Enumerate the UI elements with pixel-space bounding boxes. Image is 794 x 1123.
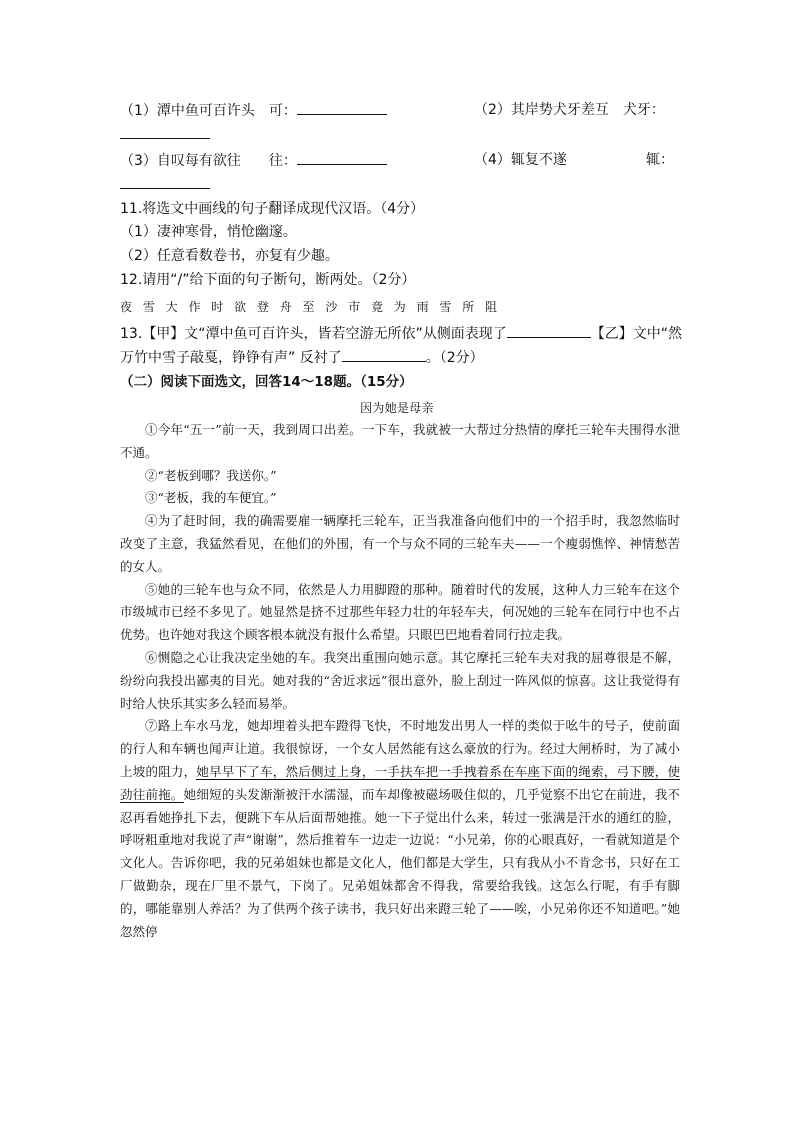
article-paragraph-7: [120, 715, 680, 943]
underlined-sentence: 她早早下了车，然后侧过上身，一手扶车把一手拽着系在车座下面的绳索，弓下腰，使劲往前拖。: [120, 763, 680, 802]
section-2-heading: （二）阅读下面选文，回答14～18题。（15分）: [120, 374, 413, 390]
question-12-sentence: 夜 雪 大 作 时 欲 登 舟 至 沙 市 竟 为 雨 雪 所 阻: [120, 300, 501, 314]
vocab-item-1-text: （1）潭中鱼可百许头 可：: [120, 103, 297, 119]
question-13-part-2: 【乙】文中“然: [590, 326, 683, 342]
vocab-item-2-blank-line: [120, 124, 210, 145]
answer-blank[interactable]: [342, 347, 426, 362]
question-11-title: 11.将选文中画线的句子翻译成现代汉语。（4分）: [120, 201, 425, 217]
vocab-item-3-text: （3）自叹每有欲往 往：: [120, 153, 297, 169]
vocab-item-4-word-text: 辄：: [646, 152, 674, 168]
answer-blank[interactable]: [297, 100, 387, 115]
article-paragraph-2: ②“老板到哪？我送你。”: [145, 467, 277, 483]
vocab-item-3: [120, 150, 387, 171]
answer-blank[interactable]: [507, 323, 591, 338]
vocab-item-2: [474, 100, 665, 120]
question-11-sentence-2: （2）任意看数卷书，亦复有少趣。: [120, 248, 339, 264]
vocab-item-4-text: （4）辄复不遂: [474, 152, 567, 168]
question-13-line-2: [120, 347, 484, 368]
article-paragraph-7-start: ⑦路上车水马龙，她却埋着头把车蹬得飞快，不时地发出男人一样的类似于吆牛的号子，使前面的行人和车辆也闻声让道。我很惊讶，一个女人居然能有这么豪放的行为。经过大闸桥时，为了减小上坡的阻力，: [120, 718, 680, 779]
answer-blank[interactable]: [120, 174, 210, 189]
article-paragraph-3: ③“老板，我的车便宜。”: [145, 490, 277, 506]
question-13-part-1: 13.【甲】文“潭中鱼可百许头，皆若空游无所依”从侧面表现了: [120, 326, 507, 342]
question-13-part-3: 万竹中雪子敲戛，铮铮有声” 反衬了: [120, 350, 342, 366]
article-title: 因为她是母亲: [360, 401, 434, 415]
vocab-item-4: [474, 150, 567, 170]
question-13-part-4: 。（2分）: [425, 350, 484, 366]
article-paragraph-4: ④为了赶时间，我的确需要雇一辆摩托三轮车，正当我准备向他们中的一个招手时，我忽然临时改变了主意，我猛然看见，在他们的外围，有一个与众不同的三轮车夫——一个瘦弱憔悴、神情愁苦的女人。: [120, 513, 680, 574]
vocab-item-4-word: [646, 150, 674, 170]
article-paragraph-7-rest: 她细短的头发渐渐被汗水濡湿，而车却像被磁场吸住似的，几乎觉察不出它在前进，我不忍再看她挣扎下去，便跳下车从后面帮她推。她一下子觉出什么来，转过一张满是汗水的通红的脸，呼呀粗重地对我说了声“谢谢”，然后推着车一边走一边说：“小兄弟，你的心眼真好，一看就知道是个文化人。告诉你吧，我的兄弟姐妹也都是文化人，他们都是大学生，只有我从小不肯念书，只好在工厂做勤杂，现在厂里不景气，下岗了。兄弟姐妹都舍不得我，常要给我钱。这怎么行呢，有手有脚的，哪能靠别人养活？为了供两个孩子读书，我只好出来蹬三轮了——唉，小兄弟你还不知道吧。”她忽然停: [120, 786, 680, 939]
answer-blank[interactable]: [297, 150, 387, 165]
article-paragraph-1: ①今年“五一”前一天，我到周口出差。一下车，我就被一大帮过分热情的摩托三轮车夫围得水泄不通。: [120, 422, 680, 460]
question-11-sentence-1: （1）凄神寒骨，悄怆幽邃。: [120, 224, 297, 240]
question-13-line-1: [120, 323, 682, 344]
question-12-title: 12.请用“/”给下面的句子断句，断两处。（2分）: [120, 272, 416, 288]
vocab-item-4-blank-line: [120, 174, 210, 195]
article-paragraph-6: ⑥恻隐之心让我决定坐她的车。我突出重围向她示意。其它摩托三轮车夫对我的屈尊很是不解，纷纷向我投出鄙夷的目光。她对我的“舍近求远”很出意外，脸上刮过一阵风似的惊喜。这让我觉得有时给人快乐其实多么轻而易举。: [120, 649, 680, 711]
vocab-item-2-text: （2）其岸势犬牙差互 犬牙：: [474, 102, 665, 118]
vocab-item-1: [120, 100, 387, 121]
article-body: [120, 419, 680, 943]
answer-blank[interactable]: [120, 124, 210, 139]
article-paragraph-5: ⑤她的三轮车也与众不同，依然是人力用脚蹬的那种。随着时代的发展，这种人力三轮车在这个市级城市已经不多见了。她显然是挤不过那些年轻力壮的年轻车夫，何况她的三轮车在同行中也不占优势。也许她对我这个顾客根本就没有报什么希望。只眼巴巴地看着同行拉走我。: [120, 581, 680, 643]
